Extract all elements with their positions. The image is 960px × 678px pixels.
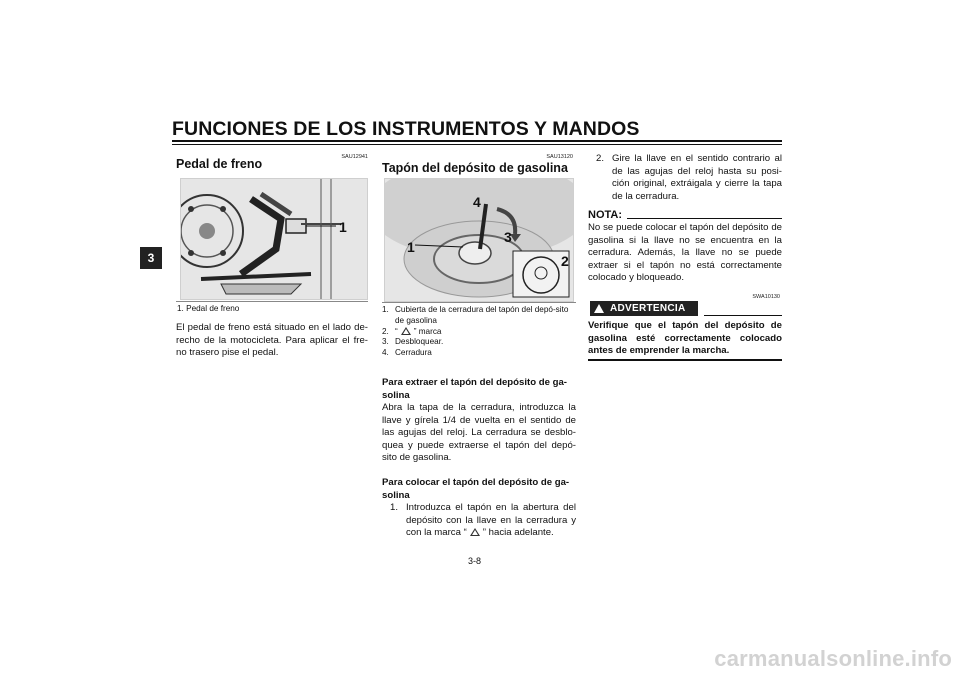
- caption-rule: [382, 302, 576, 303]
- warning-end-rule: [588, 359, 782, 361]
- nota-label: NOTA:: [588, 209, 623, 221]
- caption-item: 3. Desbloquear.: [382, 337, 444, 347]
- fuel-cap-figure: [384, 178, 574, 302]
- triangle-mark-icon: [470, 528, 480, 536]
- brake-pedal-body: El pedal de freno está situado en el lado de-recho de la motocicleta. Para aplicar el fre-no trasero pise el pedal.: [176, 322, 368, 359]
- section-code: SAU12941: [341, 154, 368, 160]
- figure-callout-1: 1: [407, 239, 415, 255]
- page-header: FUNCIONES DE LOS INSTRUMENTOS Y MANDOS: [172, 118, 640, 140]
- install-step-2: 2. Gire la llave en el sentido contrario al de las agujas del reloj hasta su posi-ción original, extráigala y cierre la tapa de la cerradura.: [596, 153, 782, 202]
- warning-badge: ADVERTENCIA: [590, 301, 698, 316]
- install-cap-subtitle: Para colocar el tapón del depósito de ga-solina: [382, 477, 570, 501]
- caption-item: 1. Cubierta de la cerradura del tapón del depó-sito de gasolina: [382, 305, 569, 325]
- brake-pedal-figure: [180, 178, 368, 300]
- triangle-mark-icon: [401, 327, 411, 335]
- warning-icon: [594, 304, 604, 313]
- remove-cap-body: Abra la tapa de la cerradura, introduzca la llave y gírela 1/4 de vuelta en el sentido de las agujas del reloj. La cerradura se desblo-quea y puede extraerse el tapón del depó-sito de gasolina.: [382, 402, 576, 464]
- page-number: 3-8: [468, 556, 482, 566]
- brake-pedal-illustration: [181, 179, 367, 299]
- install-step-1: 1. Introduzca el tapón en la abertura del depósito con la llave en la cerradura y con la marca “ ” hacia adelante.: [390, 502, 576, 539]
- figure-captions: [382, 305, 575, 359]
- section-title-brake-pedal: Pedal de freno: [176, 157, 263, 171]
- figure-caption: 1. Pedal de freno: [177, 304, 240, 313]
- section-code: SAU13120: [546, 154, 573, 160]
- figure-callout-2: 2: [561, 253, 569, 269]
- header-rule-thin: [172, 144, 782, 145]
- remove-cap-subtitle: Para extraer el tapón del depósito de ga-solina: [382, 377, 567, 401]
- caption-item: 2. “ ” marca: [382, 326, 442, 336]
- chapter-tab: 3: [140, 247, 162, 269]
- header-rule: [172, 140, 782, 142]
- warning-code: SWA10130: [752, 294, 780, 300]
- figure-callout: 1: [339, 219, 347, 235]
- figure-callout-4: 4: [473, 194, 481, 210]
- nota-body: No se puede colocar el tapón del depósito de gasolina si la llave no se encuentra en la cerradura. Además, la llave no se puede extraer si el tapón no está correctamente colocado y bloqueado.: [588, 222, 782, 284]
- caption-item: 4. Cerradura: [382, 348, 432, 358]
- nota-rule: [627, 218, 782, 219]
- warning-body: Verifique que el tapón del depósito de gasolina esté correctamente colocado antes de emprender la marcha.: [588, 320, 782, 357]
- warning-rule: [704, 315, 782, 316]
- figure-callout-3: 3: [504, 229, 512, 245]
- caption-rule: [176, 301, 368, 302]
- watermark: carmanualsonline.info: [714, 646, 952, 671]
- section-title-fuel-cap: Tapón del depósito de gasolina: [382, 161, 568, 175]
